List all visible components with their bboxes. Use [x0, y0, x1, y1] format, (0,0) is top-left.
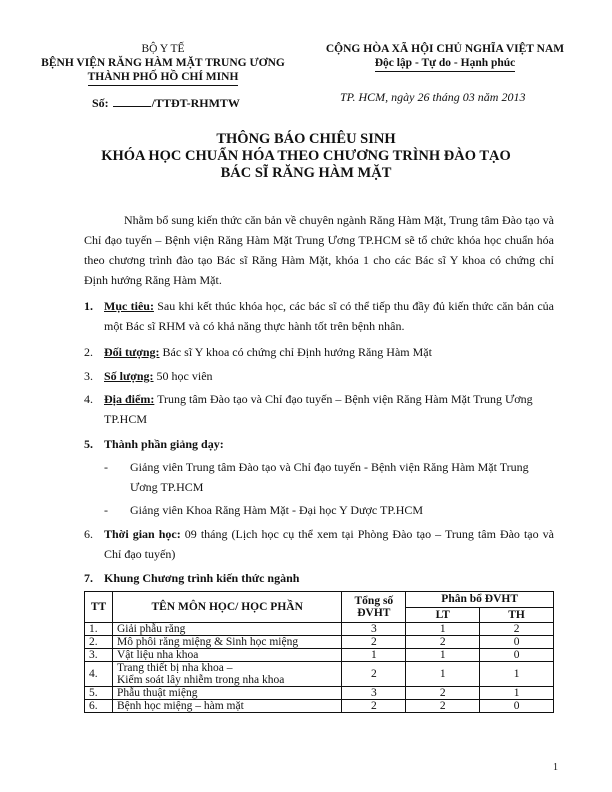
national-motto: Độc lập - Tự do - Hạnh phúc [375, 56, 516, 72]
item-teachers: 5. Thành phần giảng dạy: [84, 437, 224, 451]
document-title: THÔNG BÁO CHIÊU SINH KHÓA HỌC CHUẨN HÓA THEO CHƯƠNG TRÌNH ĐÀO TẠO BÁC SĨ RĂNG HÀM MẶT [101, 131, 511, 181]
header-total: Tổng số ĐVHT [342, 592, 406, 623]
header-right [300, 42, 590, 72]
page-number: 1 [553, 762, 558, 773]
teacher-item-1: - Giảng viên Trung tâm Đào tạo và Chỉ đạo tuyến - Bệnh viện Răng Hàm Mặt Trung Ương TP.HCM [104, 460, 529, 494]
table-header-row [85, 592, 554, 608]
table-row: 3. Vật liệu nha khoa 1 1 0 [85, 649, 554, 662]
item-target: 2. Đối tượng: Bác sĩ Y khoa có chứng chỉ Định hướng Răng Hàm Mặt [84, 345, 432, 359]
table-row: 5. Phẫu thuật miệng 3 2 1 [85, 687, 554, 700]
header-lt: LT [406, 607, 480, 623]
issue-date: TP. HCM, ngày 26 tháng 03 năm 2013 [340, 90, 526, 104]
hospital-name: BỆNH VIỆN RĂNG HÀM MẶT TRUNG ƯƠNG [41, 57, 285, 69]
city-name: THÀNH PHỐ HỒ CHÍ MINH [88, 70, 239, 86]
header-tt: TT [85, 592, 113, 623]
ministry-name: BỘ Y TẾ [141, 43, 185, 55]
item-location: 4. Địa điểm: Trung tâm Đào tạo và Chỉ đạo tuyến – Bệnh viện Răng Hàm Mặt Trung Ương TP.HCM [84, 392, 533, 426]
doc-number-blank [113, 106, 151, 107]
intro-paragraph: Nhằm bổ sung kiến thức căn bản về chuyên ngành Răng Hàm Mặt, Trung tâm Đào tạo và Chỉ đạo tuyến – Bệnh viện Răng Hàm Mặt Trung Ương TP.HCM sẽ tổ chức khóa học chuẩn hóa theo chương trình đào tạo Bác sĩ Răng Hàm Mặt, khóa 1 cho các Bác sĩ Y khoa có chứng chỉ Định hướng Răng Hàm Mặt. [84, 213, 554, 287]
header-th: TH [480, 607, 554, 623]
table-row: 1. Giải phẫu răng 3 1 2 [85, 623, 554, 636]
item-curriculum: 7. Khung Chương trình kiến thức ngành [84, 571, 300, 585]
curriculum-table [84, 591, 554, 713]
teacher-item-2: - Giảng viên Khoa Răng Hàm Mặt - Đại học Y Dược TP.HCM [104, 503, 424, 517]
item-quantity: 3. Số lượng: 50 học viên [84, 369, 213, 383]
item-objective: 1. Mục tiêu: Sau khi kết thúc khóa học, các bác sĩ có thể tiếp thu đầy đủ kiến thức căn bản của một Bác sĩ RHM và có khả năng thực hành tốt trên bệnh nhân. [84, 299, 554, 333]
item-duration: 6. Thời gian học: 09 tháng (Lịch học cụ thể xem tại Phòng Đào tạo – Trung tâm Đào tạo và Chỉ đạo tuyến) [84, 527, 554, 561]
header-subject: TÊN MÔN HỌC/ HỌC PHẦN [112, 592, 341, 623]
document-number: Số: /TTĐT-RHMTW [92, 96, 240, 110]
table-row: 4. Trang thiết bị nha khoa – Kiểm soát lây nhiễm trong nha khoa 2 1 1 [85, 662, 554, 687]
table-row: 6. Bệnh học miệng – hàm mặt 2 2 0 [85, 700, 554, 713]
table-row: 2. Mô phôi răng miệng & Sinh học miệng 2 2 0 [85, 636, 554, 649]
header-distribution: Phân bổ ĐVHT [406, 592, 554, 608]
country-name: CỘNG HÒA XÃ HỘI CHỦ NGHĨA VIỆT NAM [325, 43, 565, 55]
header-left [28, 42, 298, 86]
